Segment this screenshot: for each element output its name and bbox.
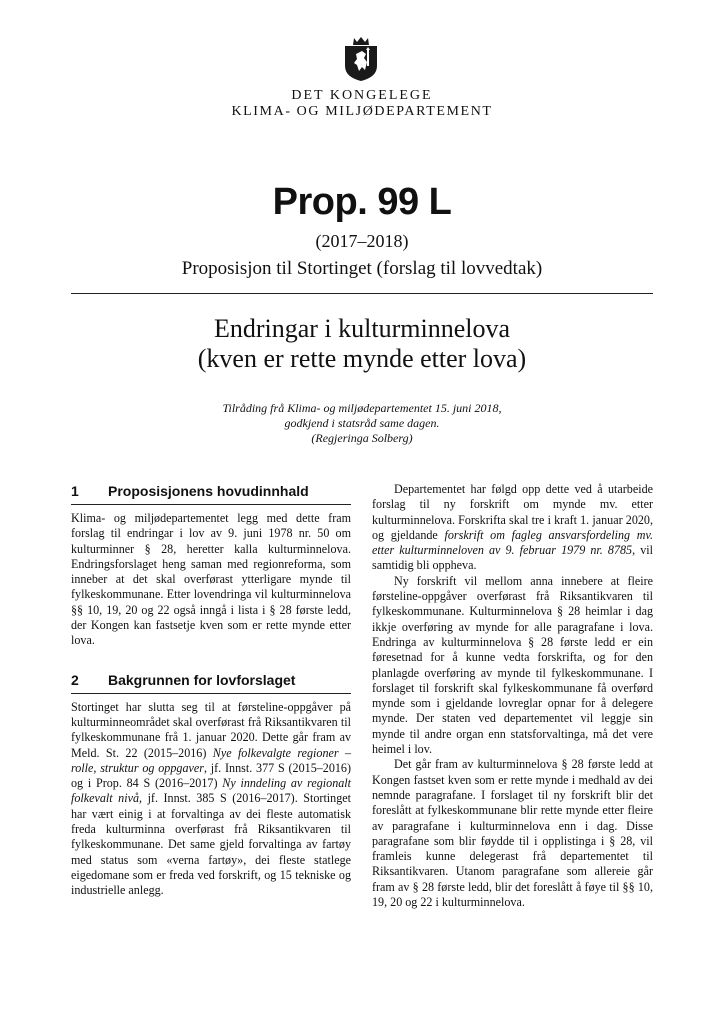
right-column	[372, 482, 653, 910]
right-paragraph-2: Ny forskrift vil mellom anna innebere at fleire førsteline-oppgåver overførast frå Riksantikvaren til fylkeskommunane. Kulturminnelova § 28 heimlar i dag ikkje overføring av mynde for alle paragrafane i lova. Endringa av kulturminnelova § 28 første ledd er ein føresetnad for å kunne vedta forskrifta, og for den planlagde overføring av mynde til fylkeskommunane. I forslaget til forskrift skal fylkeskommunane få overførd mynde som i gjeldande lovreglar opnar for å delegere mynde. Der staten ved departementet vil leggje sin mynde til andre organ enn statsforvaltinga, må det vere heimel i lov.	[372, 573, 653, 757]
section-2-title: Bakgrunnen for lovforslaget	[108, 671, 296, 688]
section-1-title: Proposisjonens hovudinnhald	[108, 483, 309, 499]
section-2-prop-title: Ny inndeling av regionalt folkevalt nivå,	[71, 776, 352, 806]
section-2-text-start: Stortinget har slutta seg til at førsteline-oppgåver på kulturminneområdet skal overførast frå Riksantikvaren til fylkeskommunane frå 1. januar 2020. Dette går fram av Meld. St. 22 (2015–2016)	[71, 699, 351, 760]
ministry-line-2: KLIMA- OG MILJØDEPARTEMENT	[231, 104, 493, 119]
section-2-text-mid: , jf. Innst. 377 S (2015–2016) og i Prop. 84 S (2016–2017)	[71, 760, 351, 791]
session-year: (2017–2018)	[315, 231, 409, 251]
regulation-title: forskrift om fagleg ansvarsfordeling mv. etter kulturminneloven av 9. februar 1979 nr. 8785	[372, 527, 654, 558]
left-column	[71, 482, 351, 899]
document-title	[0, 314, 724, 374]
submission-note	[0, 401, 724, 446]
submission-line-3: (Regjeringa Solberg)	[311, 431, 413, 445]
submission-line-2: godkjend i statsråd same dagen.	[284, 416, 440, 430]
right-paragraph-1-start: Departementet har følgd opp dette ved å utarbeide forslag til ny forskrift om mynde mv. etter kulturminnelova. Forskrifta skal tre i kraft 1. januar 2020, og gjeldande	[372, 482, 653, 542]
section-1-paragraph: Klima- og miljødepartementet legg med dette fram forslag til endringar i lov av 9. juni 1978 nr. 50 om kulturminner § 28, heretter kalla kulturminnelova. Endringsforslaget heng saman med regionreforma, som inneber at det skal overførast ytterligare mynde til fylkeskommunane. Etter lovendringa vil kulturminnelova §§ 10, 19, 20 og 22 også inngå i lista i § 28 første ledd, der Kongen kan fastsetje kven som er rette mynde etter lova.	[71, 511, 351, 648]
section-2-number: 2	[71, 671, 79, 688]
right-paragraph-3: Det går fram av kulturminnelova § 28 første ledd at Kongen fastset kven som er rette mynde i medhald av dei nemnde paragrafane. I forslaget til ny forskrift blir det foreslått at fylkeskommunane blir rette mynde etter fleire av paragrafane i kulturminnelova enn i dag. Disse paragrafane som blir føydde til i opplistinga i § 28, vil framleis kunne delegerast frå departementet til Riksantikvaren. Utanom paragrafane som allereie går fram av § 28 første ledd, blir det foreslått å føye til §§ 10, 19, 20 og 22 i kulturminnelova.	[372, 757, 653, 910]
right-paragraph-1	[372, 482, 653, 574]
document-title-line-2: (kven er rette mynde etter lova)	[197, 344, 527, 373]
section-2-paragraph	[71, 700, 351, 899]
section-1-heading	[71, 482, 351, 505]
section-2-report-title: Nye folkevalgte regioner – rolle, struktur og oppgaver	[71, 745, 352, 775]
right-paragraph-1-end: , vil samtidig bli oppheva.	[372, 543, 653, 573]
submission-line-1: Tilråding frå Klima- og miljødepartementet 15. juni 2018,	[222, 401, 502, 415]
section-1-number: 1	[71, 483, 79, 499]
title-divider	[71, 293, 653, 294]
section-2-heading	[71, 671, 351, 694]
proposition-number: Prop. 99 L	[272, 181, 452, 223]
ministry-name	[0, 88, 724, 120]
proposition-type: Proposisjon til Stortinget (forslag til lovvedtak)	[181, 258, 543, 279]
coat-of-arms-icon	[342, 36, 380, 82]
document-title-line-1: Endringar i kulturminnelova	[213, 314, 511, 343]
ministry-line-1: DET KONGELEGE	[291, 88, 433, 103]
section-2-text-end: jf. Innst. 385 S (2016–2017). Stortinget har vært einig i at forvaltinga av dei fleste automatisk freda kulturminna overførast frå Riksantikvaren til fylkeskommunane. Det same gjeld forvaltinga av fartøy med status som «verna fartøy», dei fleste statlege eigedomane som er freda ved forskrift, og 15 tekniske og industrielle anlegg.	[71, 791, 351, 898]
